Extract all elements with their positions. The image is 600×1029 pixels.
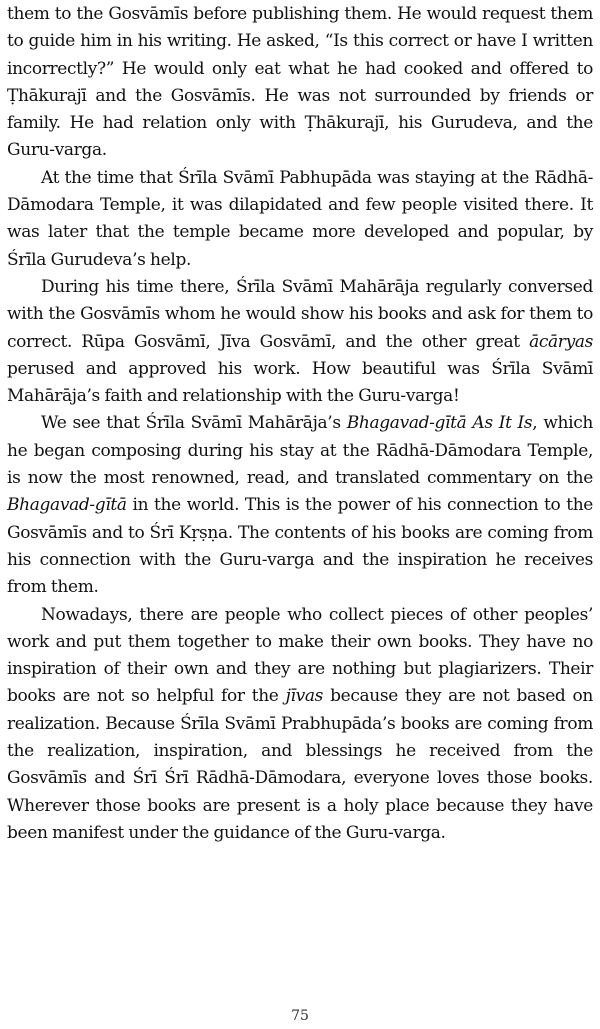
paragraph-3-italic-acaryas: ācāryas <box>529 331 593 352</box>
paragraph-4-italic-book-title: Bhagavad-gītā As It Is <box>346 413 533 434</box>
body-text <box>7 1 593 847</box>
paragraph-4-text-c: in the world. This is the power of his connection to the Gosvāmīs and to Śrī Kṛṣṇa. The contents of his books are coming from his connection with the Guru-varga and the inspiration he receives from them. <box>7 495 593 598</box>
paragraph-2-text: At the time that Śrīla Svāmī Pabhupāda was staying at the Rādhā-Dāmodara Temple, it was dilapidated and few people visited there. It was later that the temple became more developed and popular, by Śrīla Gurudeva’s help. <box>7 167 593 270</box>
paragraph-4 <box>7 410 593 601</box>
paragraph-2 <box>7 165 593 274</box>
paragraph-5 <box>7 602 593 848</box>
paragraph-1-text: them to the Gosvāmīs before publishing them. He would request them to guide him in his writing. He asked, “Is this correct or have I written incorrectly?” He would only eat what he had cooked and offered to Ṭhākurajī and the Gosvāmīs. He was not surrounded by friends or family. He had relation only with Ṭhākurajī, his Gurudeva, and the Guru-varga. <box>7 4 593 161</box>
paragraph-5-text-a: Nowadays, there are people who collect pieces of other peoples’ work and put them together to make their own books. They have no inspiration of their own and they are nothing but plagiarizers. Their books are not so helpful for the <box>7 604 593 707</box>
paragraph-3-text-a: During his time there, Śrīla Svāmī Mahārāja regularly conversed with the Gosvāmīs whom he would show his books and ask for them to correct. Rūpa Gosvāmī, Jīva Gosvāmī, and the other great <box>7 276 593 352</box>
book-page <box>7 0 593 1029</box>
paragraph-3 <box>7 274 593 410</box>
paragraph-4-text-b: , which he began composing during his stay at the Rādhā-Dāmodara Temple, is now the most renowned, read, and translated commentary on the <box>7 413 594 489</box>
paragraph-3-text-b: perused and approved his work. How beautiful was Śrīla Svāmī Mahārāja’s faith and relationship with the Guru-varga! <box>7 358 593 407</box>
paragraph-5-italic-jivas: jīvas <box>285 686 323 707</box>
paragraph-4-text-a: We see that Śrīla Svāmī Mahārāja’s <box>41 413 347 434</box>
page-number: 75 <box>291 1008 309 1024</box>
paragraph-5-text-b: because they are not based on realization. Because Śrīla Svāmī Prabhupāda’s books are coming from the realization, inspiration, and blessings he received from the Gosvāmīs and Śrī Śrī Rādhā-Dāmodara, everyone loves those books. Wherever those books are present is a holy place because they have been manifest under the guidance of the Guru-varga. <box>7 686 594 843</box>
paragraph-1 <box>7 1 593 165</box>
paragraph-4-italic-bhagavad-gita: Bhagavad-gītā <box>7 495 127 516</box>
